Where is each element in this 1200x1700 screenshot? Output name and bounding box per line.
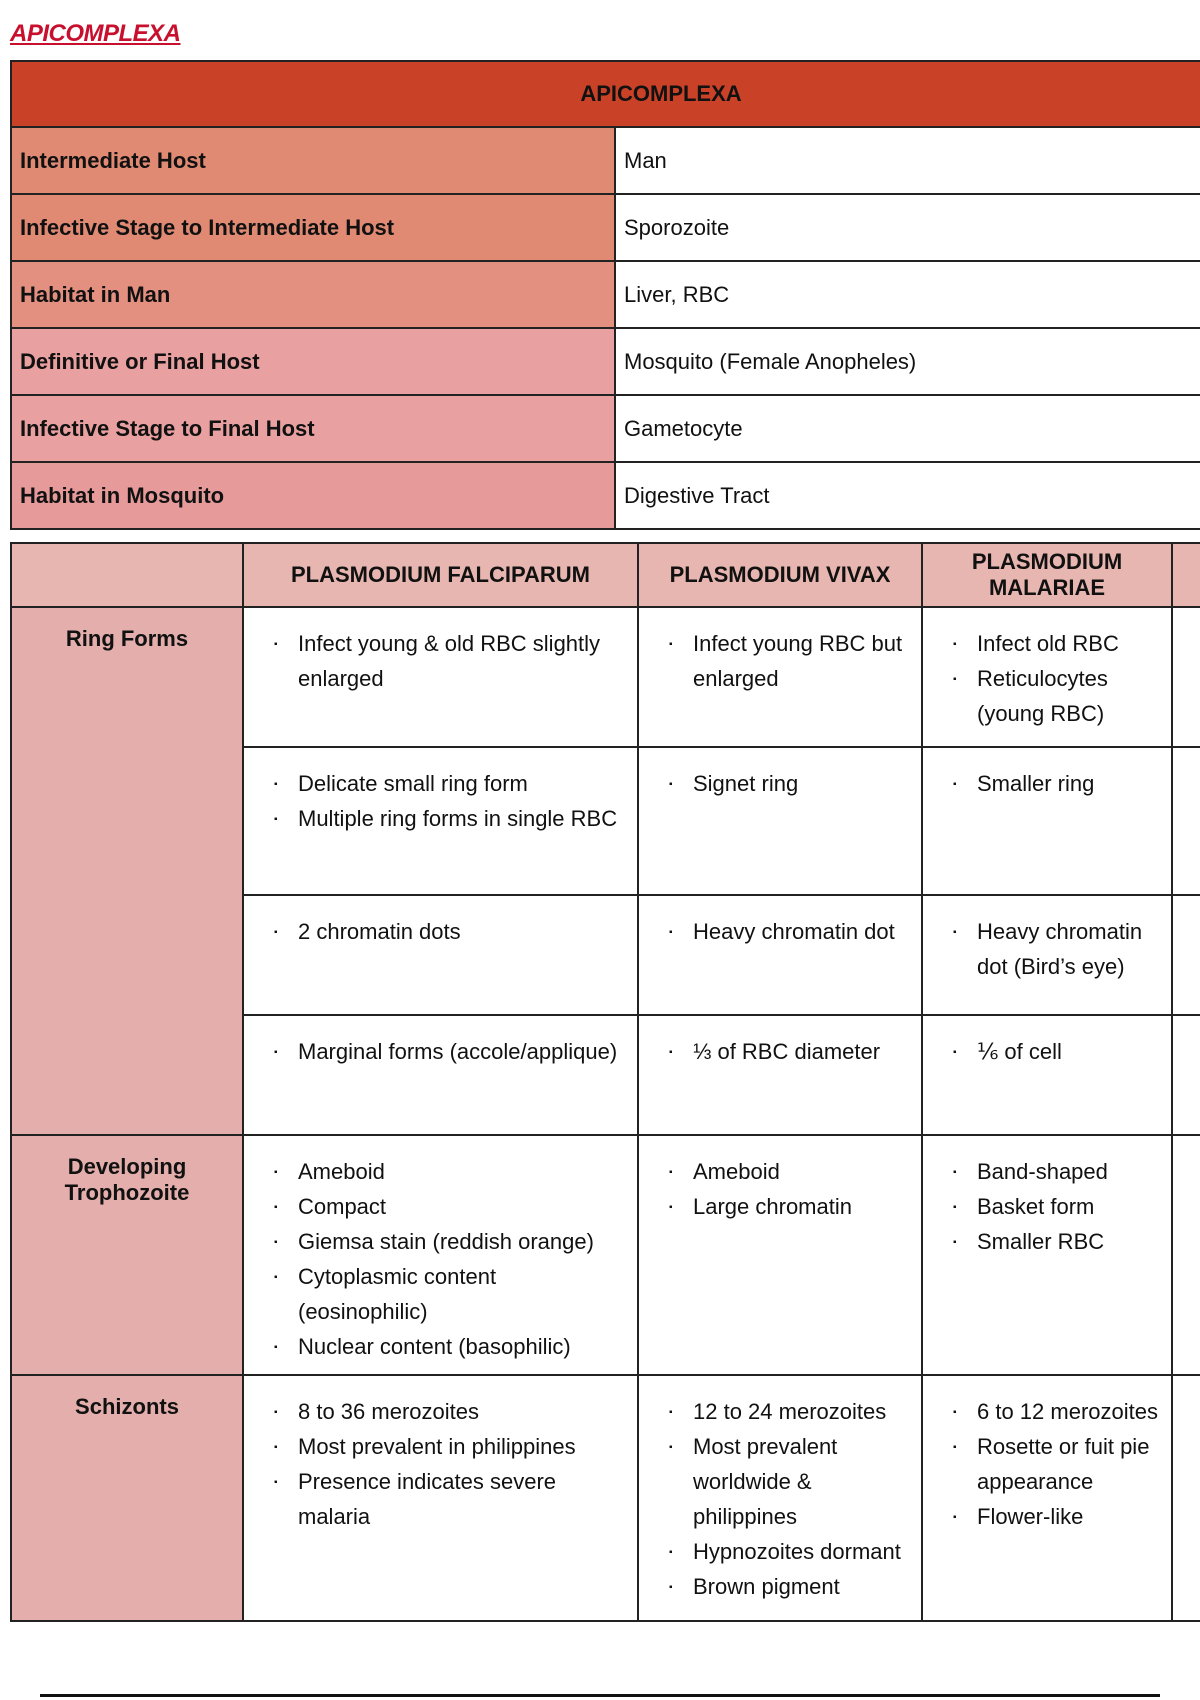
row-header-developing-trophozoite: Developing Trophozoite bbox=[11, 1135, 243, 1375]
row-header-ring-forms: Ring Forms bbox=[11, 607, 243, 1135]
cut-off-cell bbox=[1172, 607, 1200, 747]
bullet-item: ▪ Ameboid bbox=[298, 1154, 629, 1189]
info-value: Gametocyte bbox=[615, 395, 1200, 462]
cell bbox=[243, 895, 638, 1015]
info-row bbox=[11, 261, 1200, 328]
bullet-item: ▪ Heavy chromatin dot (Bird’s eye) bbox=[977, 914, 1163, 984]
table-row bbox=[11, 1135, 1200, 1375]
bullet-item: ▪ Basket form bbox=[977, 1189, 1163, 1224]
info-label: Infective Stage to Intermediate Host bbox=[11, 194, 615, 261]
column-header-vivax: PLASMODIUM VIVAX bbox=[638, 543, 922, 607]
bullet-item: ▪ ⅓ of RBC diameter bbox=[693, 1034, 913, 1069]
bullet-item: ▪ 8 to 36 merozoites bbox=[298, 1394, 629, 1429]
cell bbox=[922, 1015, 1172, 1135]
info-row bbox=[11, 127, 1200, 194]
bullet-item: ▪ Infect old RBC bbox=[977, 626, 1163, 661]
column-header-malariae: PLASMODIUM MALARIAE bbox=[922, 543, 1172, 607]
info-value: Mosquito (Female Anopheles) bbox=[615, 328, 1200, 395]
bullet-item: ▪ 6 to 12 merozoites bbox=[977, 1394, 1163, 1429]
bullet-item: ▪ Ameboid bbox=[693, 1154, 913, 1189]
document-title: APICOMPLEXA bbox=[10, 20, 181, 47]
cut-off-cell bbox=[1172, 895, 1200, 1015]
table-row bbox=[11, 607, 1200, 747]
bullet-item: ▪ Large chromatin bbox=[693, 1189, 913, 1224]
bullet-item: ▪ Multiple ring forms in single RBC bbox=[298, 801, 629, 836]
bullet-item: ▪ Presence indicates severe malaria bbox=[298, 1464, 629, 1534]
bullet-item: ▪ Giemsa stain (reddish orange) bbox=[298, 1224, 629, 1259]
cell bbox=[922, 895, 1172, 1015]
cell bbox=[638, 747, 922, 895]
bullet-item: ▪ Brown pigment bbox=[693, 1569, 913, 1604]
cell bbox=[922, 607, 1172, 747]
info-value: Liver, RBC bbox=[615, 261, 1200, 328]
info-row bbox=[11, 328, 1200, 395]
comparison-header-row bbox=[11, 543, 1200, 607]
apicomplexa-info-table bbox=[10, 60, 1200, 530]
table-row bbox=[11, 1375, 1200, 1621]
bullet-item: ▪ Reticulocytes (young RBC) bbox=[977, 661, 1163, 731]
column-header-falciparum: PLASMODIUM FALCIPARUM bbox=[243, 543, 638, 607]
info-row bbox=[11, 462, 1200, 529]
cell bbox=[638, 895, 922, 1015]
bottom-divider bbox=[40, 1694, 1160, 1697]
info-label: Infective Stage to Final Host bbox=[11, 395, 615, 462]
cut-off-cell bbox=[1172, 1135, 1200, 1375]
cell bbox=[638, 1015, 922, 1135]
info-value: Digestive Tract bbox=[615, 462, 1200, 529]
column-header-cut-off bbox=[1172, 543, 1200, 607]
bullet-item: ▪ Hypnozoites dormant bbox=[693, 1534, 913, 1569]
cut-off-cell bbox=[1172, 1375, 1200, 1621]
info-label: Habitat in Man bbox=[11, 261, 615, 328]
cut-off-cell bbox=[1172, 747, 1200, 895]
cell bbox=[243, 607, 638, 747]
cell bbox=[638, 1375, 922, 1621]
info-label: Intermediate Host bbox=[11, 127, 615, 194]
info-label: Habitat in Mosquito bbox=[11, 462, 615, 529]
cell bbox=[243, 1135, 638, 1375]
cut-off-cell bbox=[1172, 1015, 1200, 1135]
bullet-item: ▪ 12 to 24 merozoites bbox=[693, 1394, 913, 1429]
row-header-schizonts: Schizonts bbox=[11, 1375, 243, 1621]
bullet-item: ▪ ⅙ of cell bbox=[977, 1034, 1163, 1069]
bullet-item: ▪ Flower-like bbox=[977, 1499, 1163, 1534]
bullet-item: ▪ Rosette or fuit pie appearance bbox=[977, 1429, 1163, 1499]
cell bbox=[638, 1135, 922, 1375]
bullet-item: ▪ Nuclear content (basophilic) bbox=[298, 1329, 629, 1364]
cell bbox=[922, 747, 1172, 895]
corner-cell bbox=[11, 543, 243, 607]
cell bbox=[922, 1135, 1172, 1375]
info-row bbox=[11, 194, 1200, 261]
cell bbox=[243, 1375, 638, 1621]
info-row bbox=[11, 395, 1200, 462]
plasmodium-comparison-table bbox=[10, 542, 1200, 1622]
bullet-item: ▪ Most prevalent in philippines bbox=[298, 1429, 629, 1464]
cell bbox=[638, 607, 922, 747]
bullet-item: ▪ Most prevalent worldwide & philippines bbox=[693, 1429, 913, 1534]
bullet-item: ▪ Infect young & old RBC slightly enlarged bbox=[298, 626, 629, 696]
bullet-item: ▪ Smaller ring bbox=[977, 766, 1163, 801]
info-value: Sporozoite bbox=[615, 194, 1200, 261]
cell bbox=[922, 1375, 1172, 1621]
bullet-item: ▪ Cytoplasmic content (eosinophilic) bbox=[298, 1259, 629, 1329]
bullet-item: ▪ 2 chromatin dots bbox=[298, 914, 629, 949]
cell bbox=[243, 1015, 638, 1135]
info-table-header: APICOMPLEXA bbox=[11, 61, 1200, 127]
bullet-item: ▪ Heavy chromatin dot bbox=[693, 914, 913, 949]
bullet-item: ▪ Band-shaped bbox=[977, 1154, 1163, 1189]
info-label: Definitive or Final Host bbox=[11, 328, 615, 395]
bullet-item: ▪ Delicate small ring form bbox=[298, 766, 629, 801]
cell bbox=[243, 747, 638, 895]
bullet-item: ▪ Infect young RBC but enlarged bbox=[693, 626, 913, 696]
bullet-item: ▪ Compact bbox=[298, 1189, 629, 1224]
bullet-item: ▪ Smaller RBC bbox=[977, 1224, 1163, 1259]
info-value: Man bbox=[615, 127, 1200, 194]
bullet-item: ▪ Marginal forms (accole/applique) bbox=[298, 1034, 629, 1069]
bullet-item: ▪ Signet ring bbox=[693, 766, 913, 801]
